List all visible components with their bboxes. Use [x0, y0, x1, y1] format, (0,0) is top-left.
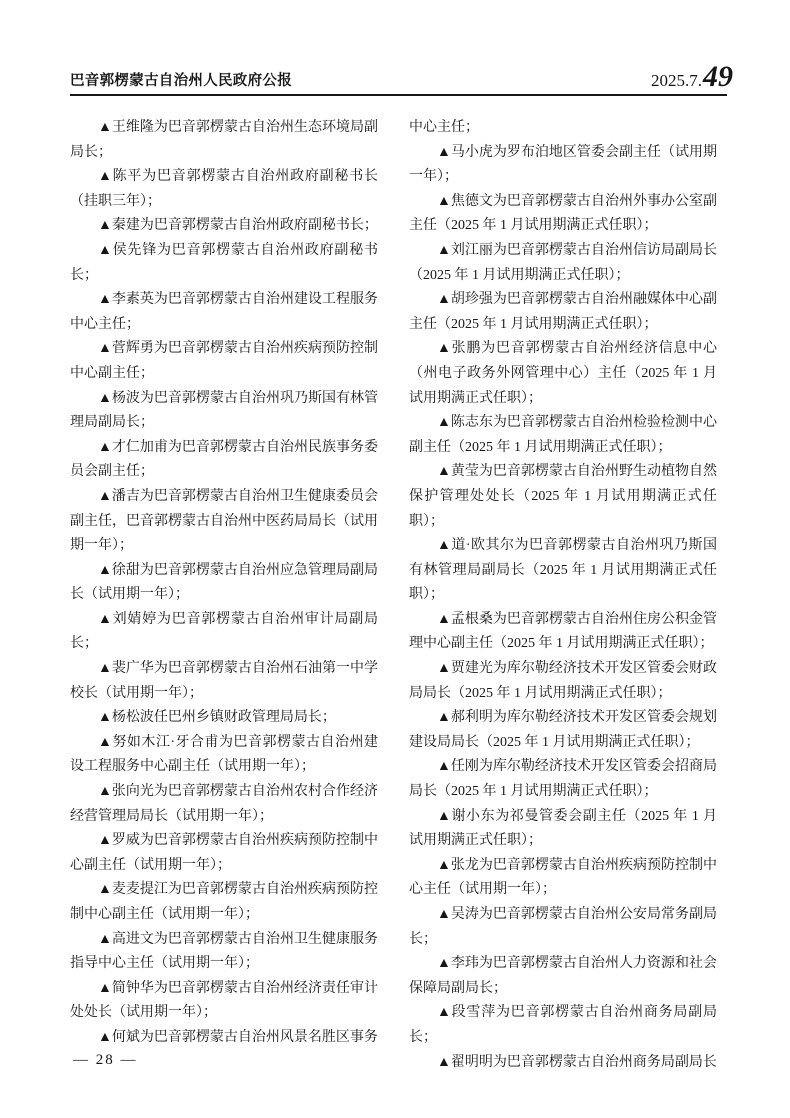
- page-number: — 28 —: [73, 1052, 138, 1068]
- appointment-item: ▲任刚为库尔勒经济技术开发区管委会招商局局长（2025 年 1 月试用期满正式任职）；: [409, 759, 717, 800]
- appointment-item: ▲马小虎为罗布泊地区管委会副主任（试用期一年）；: [409, 144, 717, 185]
- appointment-item: ▲张向光为巴音郭楞蒙古自治州农村合作经济经营管理局局长（试用期一年）；: [70, 784, 378, 824]
- appointment-item: ▲潘吉为巴音郭楞蒙古自治州卫生健康委员会副主任，巴音郭楞蒙古自治州中医药局局长（试用期一年）；: [70, 488, 378, 554]
- appointment-item: ▲黄莹为巴音郭楞蒙古自治州野生动植物自然保护管理处处长（2025 年 1 月试用期满正式任职）；: [409, 464, 717, 529]
- appointment-item: 中心主任；: [409, 120, 479, 135]
- appointment-item: ▲何斌为巴音郭楞蒙古自治州风景名胜区事务: [98, 1029, 378, 1045]
- appointment-item: ▲杨松波任巴州乡镇财政管理局局长；: [98, 710, 336, 726]
- gazette-title: 巴音郭楞蒙古自治州人民政府公报: [70, 72, 292, 89]
- appointment-item: ▲麦麦提江为巴音郭楞蒙古自治州疾病预防控制中心副主任（试用期一年）；: [70, 882, 378, 922]
- appointment-item: ▲努如木江·牙合甫为巴音郭楞蒙古自治州建设工程服务中心副主任（试用期一年）；: [70, 734, 378, 775]
- appointment-item: ▲菅辉勇为巴音郭楞蒙古自治州疾病预防控制中心副主任；: [70, 341, 378, 381]
- appointment-item: ▲李玮为巴音郭楞蒙古自治州人力资源和社会保障局副局长；: [409, 956, 717, 996]
- appointment-item: ▲秦建为巴音郭楞蒙古自治州政府副秘书长；: [98, 218, 378, 234]
- appointment-item: ▲王维隆为巴音郭楞蒙古自治州生态环境局副局长；: [70, 120, 378, 160]
- appointment-item: ▲杨波为巴音郭楞蒙古自治州巩乃斯国有林管理局副局长；: [70, 390, 378, 431]
- appointment-item: ▲李素英为巴音郭楞蒙古自治州建设工程服务中心主任；: [70, 292, 378, 332]
- issue-info: [651, 62, 733, 92]
- appointment-item: ▲才仁加甫为巴音郭楞蒙古自治州民族事务委员会副主任；: [70, 439, 378, 480]
- header-rule: [70, 94, 727, 96]
- appointment-item: ▲徐甜为巴音郭楞蒙古自治州应急管理局副局长（试用期一年）；: [70, 562, 378, 603]
- appointment-item: ▲张龙为巴音郭楞蒙古自治州疾病预防控制中心主任（试用期一年）；: [409, 857, 717, 898]
- appointment-item: ▲段雪萍为巴音郭楞蒙古自治州商务局副局长；: [409, 1005, 717, 1045]
- right-column: [409, 116, 717, 1075]
- appointment-item: ▲陈平为巴音郭楞蒙古自治州政府副秘书长（挂职三年）；: [70, 169, 378, 209]
- appointment-item: ▲简钟华为巴音郭楞蒙古自治州经济责任审计处处长（试用期一年）；: [70, 980, 378, 1021]
- appointment-item: ▲刘婧婷为巴音郭楞蒙古自治州审计局副局长；: [70, 611, 378, 652]
- left-column: [70, 116, 378, 1075]
- appointment-item: ▲翟明明为巴音郭楞蒙古自治州商务局副局长: [437, 1054, 717, 1070]
- appointment-item: ▲陈志东为巴音郭楞蒙古自治州检验检测中心副主任（2025 年 1 月试用期满正式任职）；: [409, 415, 717, 455]
- appointment-item: ▲胡珍强为巴音郭楞蒙古自治州融媒体中心副主任（2025 年 1 月试用期满正式任职）；: [409, 292, 717, 332]
- appointment-item: ▲刘江丽为巴音郭楞蒙古自治州信访局副局长（2025 年 1 月试用期满正式任职）；: [409, 242, 717, 283]
- appointment-item: ▲郝利明为库尔勒经济技术开发区管委会规划建设局局长（2025 年 1 月试用期满正式任职）；: [409, 710, 717, 750]
- appointment-item: ▲裴广华为巴音郭楞蒙古自治州石油第一中学校长（试用期一年）；: [70, 661, 378, 701]
- appointment-item: ▲张鹏为巴音郭楞蒙古自治州经济信息中心（州电子政务外网管理中心）主任（2025 年 1 月试用期满正式任职）；: [409, 341, 717, 406]
- appointment-item: ▲吴涛为巴音郭楞蒙古自治州公安局常务副局长；: [409, 907, 717, 947]
- appointment-item: ▲贾建光为库尔勒经济技术开发区管委会财政局局长（2025 年 1 月试用期满正式任职）；: [409, 661, 717, 701]
- appointment-item: ▲高进文为巴音郭楞蒙古自治州卫生健康服务指导中心主任（试用期一年）；: [70, 931, 378, 972]
- page-header: [70, 56, 733, 92]
- appointment-item: ▲焦德文为巴音郭楞蒙古自治州外事办公室副主任（2025 年 1 月试用期满正式任职）；: [409, 193, 717, 234]
- page-footer: [73, 1052, 138, 1069]
- appointment-item: ▲孟根桑为巴音郭楞蒙古自治州住房公积金管理中心副主任（2025 年 1 月试用期满正式任职）；: [409, 611, 717, 652]
- appointment-item: ▲谢小东为祁曼管委会副主任（2025 年 1 月试用期满正式任职）；: [409, 808, 717, 849]
- content-columns: [70, 116, 717, 1075]
- appointment-item: ▲道·欧其尔为巴音郭楞蒙古自治州巩乃斯国有林管理局副局长（2025 年 1 月试用期满正式任职）；: [409, 538, 717, 603]
- appointment-item: ▲侯先锋为巴音郭楞蒙古自治州政府副秘书长；: [70, 242, 378, 283]
- appointment-item: ▲罗威为巴音郭楞蒙古自治州疾病预防控制中心副主任（试用期一年）；: [70, 833, 378, 873]
- issue-date: 2025.7.: [651, 71, 702, 90]
- issue-number: 49: [703, 60, 733, 93]
